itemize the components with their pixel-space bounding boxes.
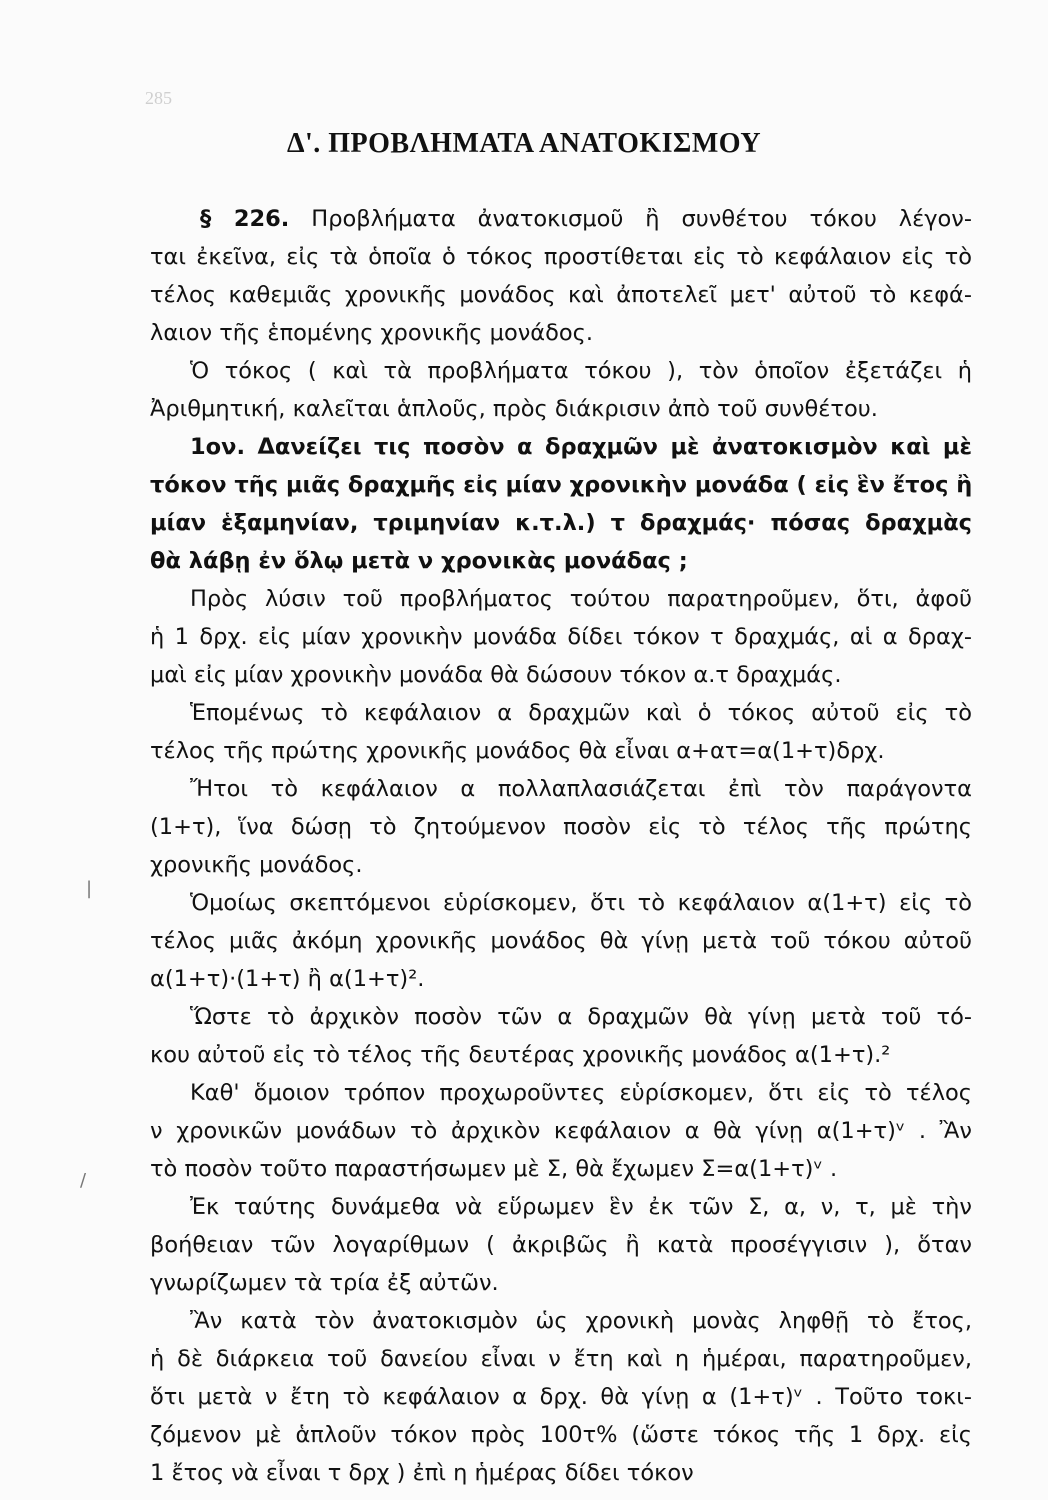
text-line: α(1+τ)·(1+τ) ἢ α(1+τ)².	[150, 966, 425, 992]
section-heading: Δ'. ΠΡΟΒΛΗΜΑΤΑ ΑΝΑΤΟΚΙΣΜΟΥ	[286, 128, 762, 159]
text-line: τέλος καθεμιᾶς χρονικῆς μονάδος καὶ ἀποτελεῖ μετ' αὐτοῦ τὸ κεφά-	[150, 282, 972, 308]
text-line: Ἑπομένως τὸ κεφάλαιον α δραχμῶν καὶ ὁ τόκος αὐτοῦ εἰς τὸ	[190, 700, 972, 726]
text-line: Ἂν κατὰ τὸν ἀνατοκισμὸν ὡς χρονικὴ μονὰς ληφθῇ τὸ ἔτος,	[190, 1308, 972, 1334]
text-line: (1+τ), ἵνα δώσῃ τὸ ζητούμενον ποσὸν εἰς τὸ τέλος τῆς πρώτης	[150, 814, 972, 840]
text-line: ζόμενον μὲ ἁπλοῦν τόκον πρὸς 100τ% (ὥστε τόκος τῆς 1 δρχ. εἰς	[150, 1422, 972, 1448]
margin-mark: /	[80, 1170, 87, 1191]
text-line: λαιον τῆς ἑπομένης χρονικῆς μονάδος.	[150, 320, 594, 346]
text-line: ν χρονικῶν μονάδων τὸ ἀρχικὸν κεφάλαιον α θὰ γίνῃ α(1+τ)ᵛ . Ἂν	[150, 1118, 972, 1144]
text-line: Ἐκ ταύτης δυνάμεθα νὰ εὕρωμεν ἓν ἐκ τῶν Σ, α, ν, τ, μὲ τὴν	[190, 1194, 972, 1220]
text-line: Πρὸς λύσιν τοῦ προβλήματος τούτου παρατηροῦμεν, ὅτι, ἀφοῦ	[190, 586, 972, 612]
text-line: βοήθειαν τῶν λογαρίθμων ( ἀκριβῶς ἢ κατὰ προσέγγισιν ), ὅταν	[150, 1232, 972, 1258]
text-line: ἡ 1 δρχ. εἰς μίαν χρονικὴν μονάδα δίδει τόκον τ δραχμάς, αἱ α δραχ-	[150, 624, 972, 650]
text-line: τόκον τῆς μιᾶς δραχμῆς εἰς μίαν χρονικὴν μονάδα ( εἰς ἓν ἔτος ἢ	[150, 472, 973, 498]
section-number: § 226.	[200, 206, 290, 232]
text-line: Καθ' ὅμοιον τρόπον προχωροῦντες εὑρίσκομεν, ὅτι εἰς τὸ τέλος	[190, 1080, 972, 1106]
text-line: μαὶ εἰς μίαν χρονικὴν μονάδα θὰ δώσουν τόκον α.τ δραχμάς.	[150, 662, 842, 688]
text-line: 1ον. Δανείζει τις ποσὸν α δραχμῶν μὲ ἀνατοκισμὸν καὶ μὲ	[190, 434, 972, 460]
text-line: Ὁ τόκος ( καὶ τὰ προβλήματα τόκου ), τὸν ὁποῖον ἐξετάζει ἡ	[190, 358, 972, 384]
text-line: 1 ἔτος νὰ εἶναι τ δρχ ) ἐπὶ η ἡμέρας δίδει τόκον	[150, 1460, 694, 1486]
text-line: μίαν ἑξαμηνίαν, τριμηνίαν κ.τ.λ.) τ δραχμάς· πόσας δραχμὰς	[150, 510, 972, 536]
text-line: χρονικῆς μονάδος.	[150, 852, 363, 878]
text-line: κου αὐτοῦ εἰς τὸ τέλος τῆς δευτέρας χρονικῆς μονάδος α(1+τ).²	[150, 1042, 891, 1068]
text-line: § 226. Προβλήματα ἀνατοκισμοῦ ἢ συνθέτου τόκου λέγον-	[200, 206, 972, 232]
text-line: γνωρίζωμεν τὰ τρία ἐξ αὐτῶν.	[150, 1270, 499, 1296]
body-text	[150, 200, 972, 1492]
page-number: 285	[145, 88, 172, 108]
text-line: Ἤτοι τὸ κεφάλαιον α πολλαπλασιάζεται ἐπὶ τὸν παράγοντα	[190, 776, 972, 802]
text-line: θὰ λάβῃ ἐν ὅλῳ μετὰ ν χρονικὰς μονάδας ;	[150, 548, 688, 574]
text-line: τὸ ποσὸν τοῦτο παραστήσωμεν μὲ Σ, θὰ ἔχωμεν Σ=α(1+τ)ᵛ .	[150, 1156, 838, 1182]
text-line: Ἀριθμητική, καλεῖται ἁπλοῦς, πρὸς διάκρισιν ἀπὸ τοῦ συνθέτου.	[150, 396, 878, 422]
text-line: τέλος μιᾶς ἀκόμη χρονικῆς μονάδος θὰ γίνῃ μετὰ τοῦ τόκου αὐτοῦ	[150, 928, 972, 954]
text-line: ἡ δὲ διάρκεια τοῦ δανείου εἶναι ν ἔτη καὶ η ἡμέραι, παρατηροῦμεν,	[150, 1346, 972, 1372]
text-line: Ὥστε τὸ ἀρχικὸν ποσὸν τῶν α δραχμῶν θὰ γίνῃ μετὰ τοῦ τό-	[190, 1004, 972, 1030]
text-line: τέλος τῆς πρώτης χρονικῆς μονάδος θὰ εἶναι α+ατ=α(1+τ)δρχ.	[150, 738, 885, 764]
text-line: ὅτι μετὰ ν ἔτη τὸ κεφάλαιον α δρχ. θὰ γίνῃ α (1+τ)ᵛ . Τοῦτο τοκι-	[150, 1384, 972, 1410]
text-line: ται ἐκεῖνα, εἰς τὰ ὁποῖα ὁ τόκος προστίθεται εἰς τὸ κεφάλαιον εἰς τὸ	[150, 244, 972, 270]
text-line: Ὁμοίως σκεπτόμενοι εὑρίσκομεν, ὅτι τὸ κεφάλαιον α(1+τ) εἰς τὸ	[190, 890, 972, 916]
margin-mark: |	[86, 878, 93, 899]
